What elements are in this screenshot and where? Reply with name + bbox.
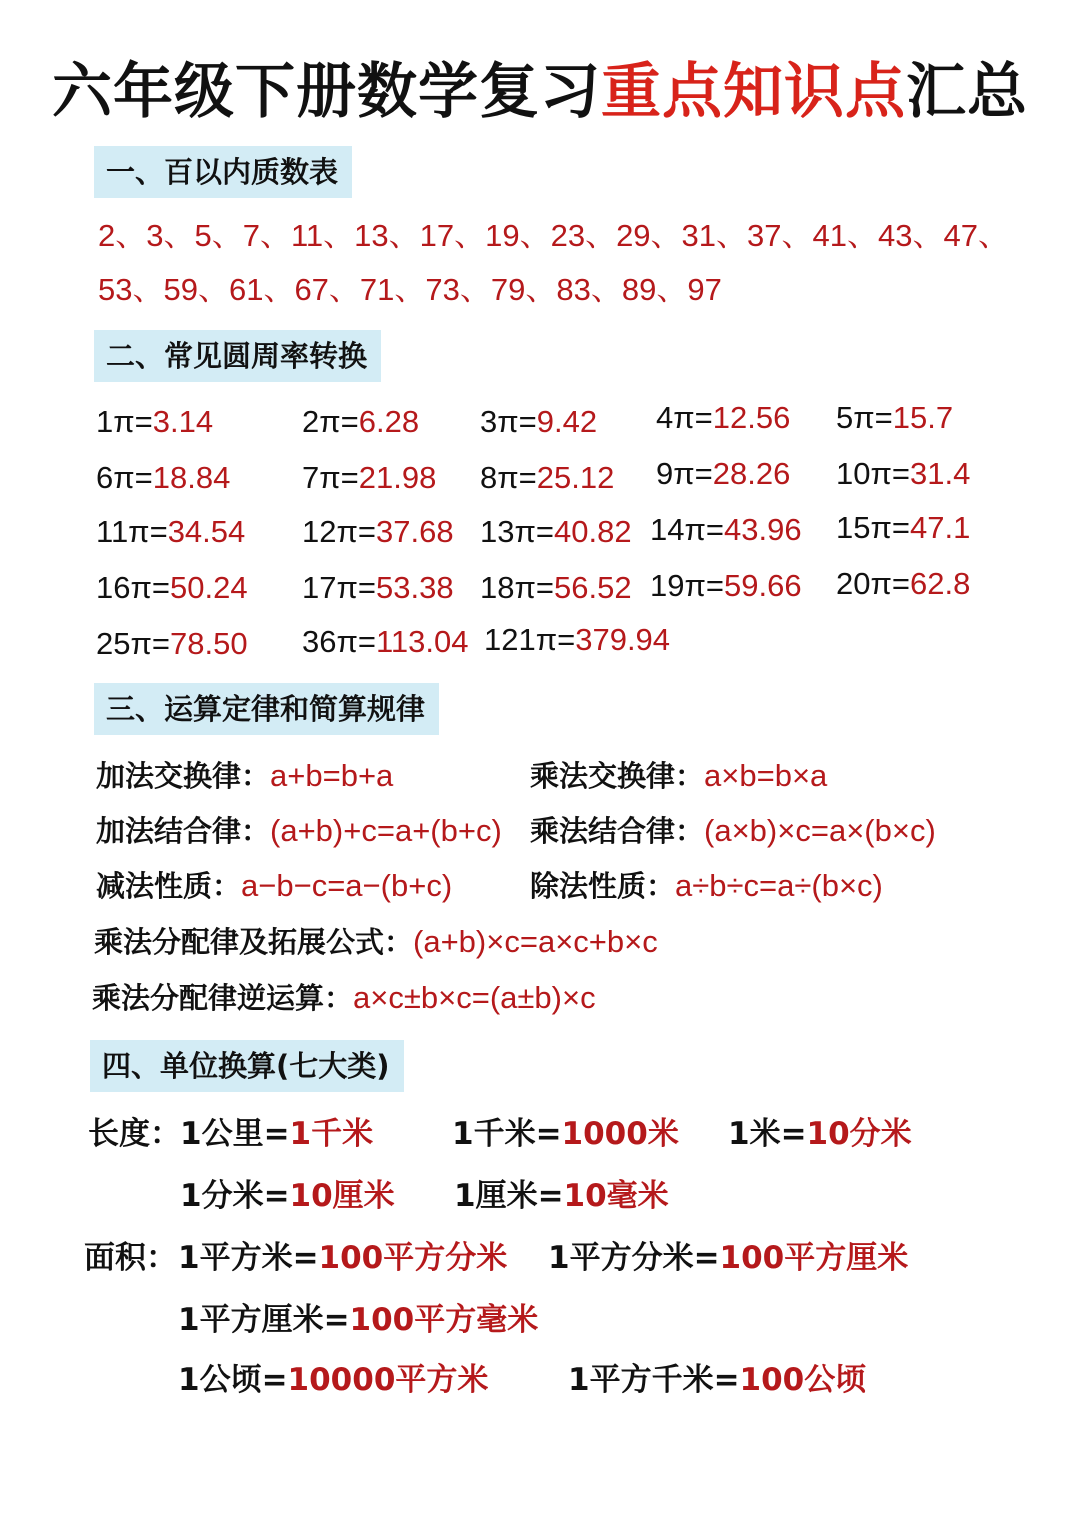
law-item: 乘法结合律：(a×b)×c=a×(b×c) bbox=[530, 813, 936, 848]
unit-category-label-length: 长度： bbox=[88, 1116, 181, 1152]
pi-item: 18π=56.52 bbox=[480, 570, 632, 605]
unit-item: 1厘米=10毫米 bbox=[454, 1178, 669, 1214]
pi-item: 16π=50.24 bbox=[96, 570, 248, 605]
pi-item: 15π=47.1 bbox=[836, 510, 971, 545]
pi-item: 13π=40.82 bbox=[480, 514, 632, 549]
unit-category-label-area: 面积： bbox=[84, 1240, 177, 1276]
law-item: 加法交换律：a+b=b+a bbox=[96, 758, 394, 793]
pi-item: 14π=43.96 bbox=[650, 512, 802, 547]
primes-line-1: 2、3、5、7、11、13、17、19、23、29、31、37、41、43、47、 bbox=[98, 218, 1009, 253]
pi-item: 5π=15.7 bbox=[836, 400, 954, 435]
pi-item: 17π=53.38 bbox=[302, 570, 454, 605]
pi-item: 2π=6.28 bbox=[302, 404, 420, 439]
law-item: 乘法分配律逆运算：a×c±b×c=(a±b)×c bbox=[92, 980, 596, 1015]
unit-item: 1千米=1000米 bbox=[452, 1116, 679, 1152]
pi-item: 36π=113.04 bbox=[302, 624, 469, 659]
unit-item: 1米=10分米 bbox=[728, 1116, 912, 1152]
section-heading-pi: 二、常见圆周率转换 bbox=[94, 330, 381, 382]
unit-item: 1平方千米=100公顷 bbox=[568, 1362, 867, 1398]
unit-item: 1公顷=10000平方米 bbox=[178, 1362, 489, 1398]
law-item: 乘法分配律及拓展公式：(a+b)×c=a×c+b×c bbox=[94, 924, 658, 959]
law-item: 除法性质：a÷b÷c=a÷(b×c) bbox=[530, 868, 883, 903]
pi-item: 1π=3.14 bbox=[96, 404, 214, 439]
pi-item: 8π=25.12 bbox=[480, 460, 615, 495]
unit-item: 1平方米=100平方分米 bbox=[178, 1240, 508, 1276]
title-part-red: 重点知识点 bbox=[601, 57, 906, 127]
pi-item: 19π=59.66 bbox=[650, 568, 802, 603]
pi-item: 3π=9.42 bbox=[480, 404, 598, 439]
pi-item: 20π=62.8 bbox=[836, 566, 971, 601]
pi-item: 7π=21.98 bbox=[302, 460, 437, 495]
page-title bbox=[0, 52, 1080, 132]
unit-item: 1平方分米=100平方厘米 bbox=[548, 1240, 909, 1276]
pi-item: 121π=379.94 bbox=[484, 622, 671, 657]
law-item: 乘法交换律：a×b=b×a bbox=[530, 758, 828, 793]
section-heading-laws: 三、运算定律和简算规律 bbox=[94, 683, 439, 735]
pi-item: 9π=28.26 bbox=[656, 456, 791, 491]
pi-item: 4π=12.56 bbox=[656, 400, 791, 435]
pi-item: 25π=78.50 bbox=[96, 626, 248, 661]
pi-item: 12π=37.68 bbox=[302, 514, 454, 549]
law-item: 减法性质：a−b−c=a−(b+c) bbox=[96, 868, 453, 903]
law-item: 加法结合律：(a+b)+c=a+(b+c) bbox=[96, 813, 502, 848]
primes-line-2: 53、59、61、67、71、73、79、83、89、97 bbox=[98, 272, 722, 307]
unit-item: 1分米=10厘米 bbox=[180, 1178, 395, 1214]
pi-item: 10π=31.4 bbox=[836, 456, 971, 491]
pi-item: 6π=18.84 bbox=[96, 460, 231, 495]
unit-item: 1平方厘米=100平方毫米 bbox=[178, 1302, 539, 1338]
section-heading-units: 四、单位换算(七大类) bbox=[90, 1040, 404, 1092]
title-part-black-end: 汇总 bbox=[906, 57, 1028, 127]
pi-item: 11π=34.54 bbox=[96, 514, 246, 549]
section-heading-primes: 一、百以内质数表 bbox=[94, 146, 352, 198]
unit-item: 1公里=1千米 bbox=[180, 1116, 374, 1152]
title-part-black: 六年级下册数学复习 bbox=[52, 57, 601, 127]
